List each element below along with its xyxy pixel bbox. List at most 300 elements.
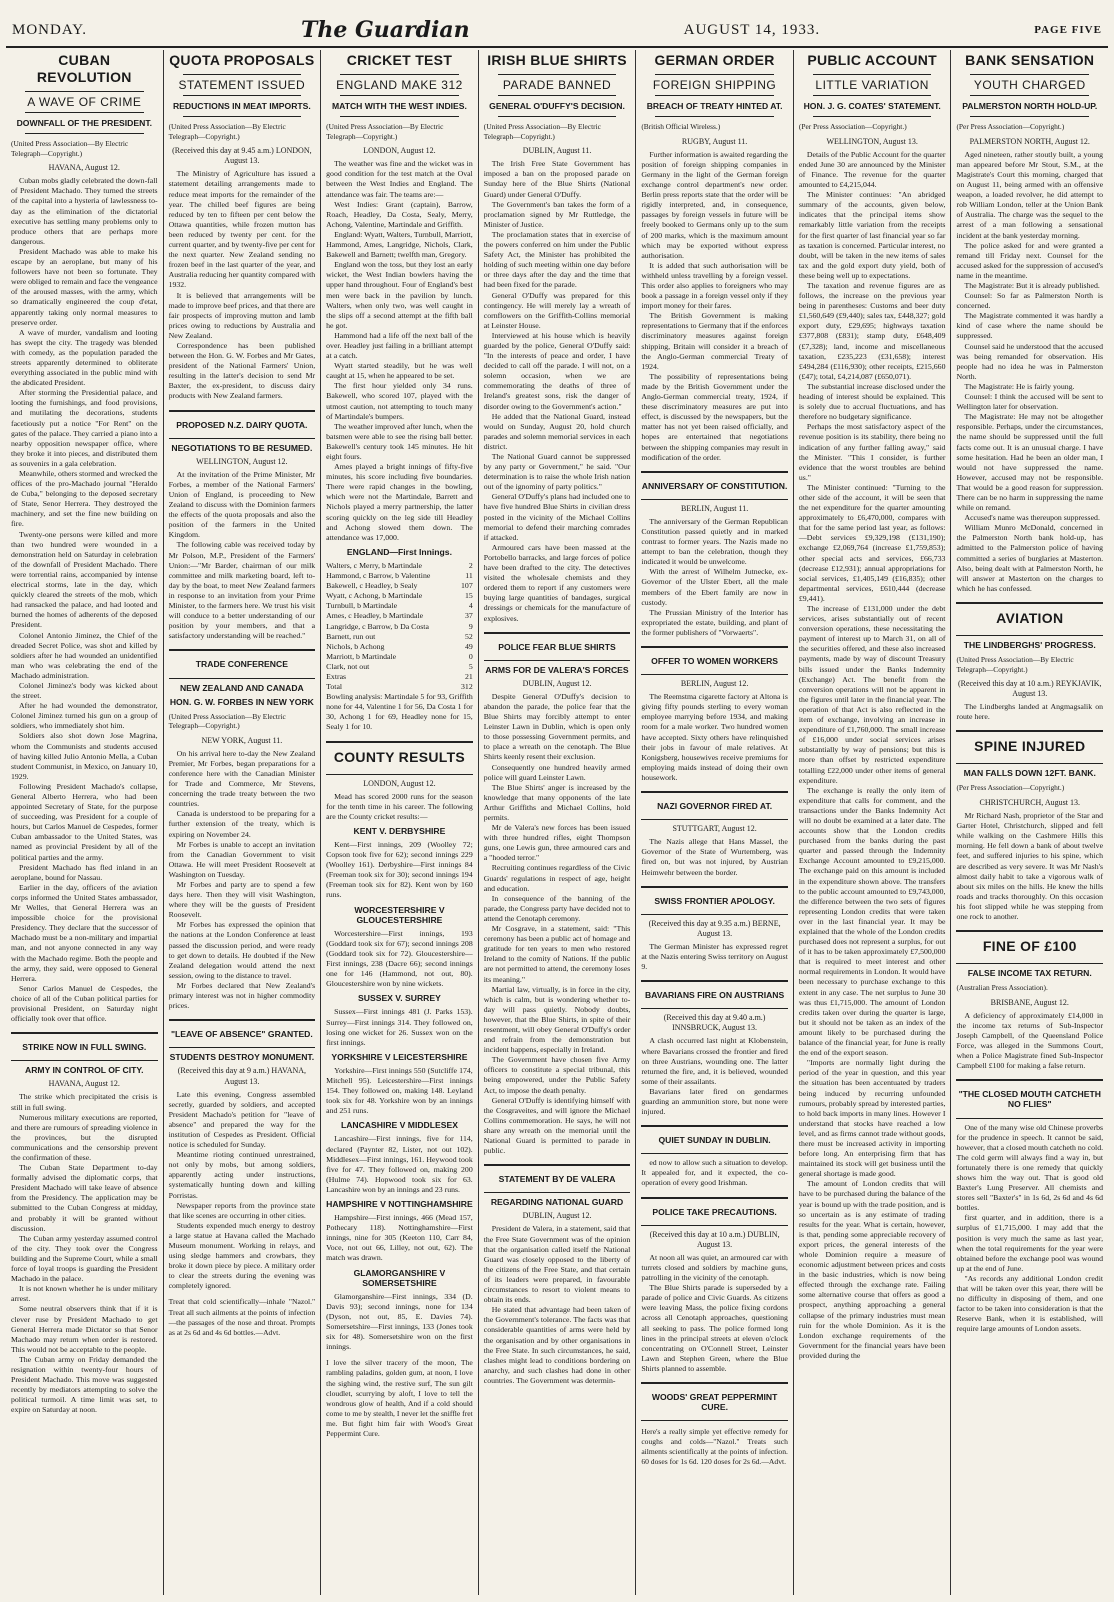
article-body [326, 159, 473, 543]
paragraph: President Machado has fled inland in an aeroplane, bound for Nassau. [11, 862, 158, 882]
paragraph: Colonel Antonio Jiminez, the Chief of the dreaded Secret Police, was shot and killed by soldiers after he had wounded an unidentified man who was celebrating the end of the Machado administration. [11, 630, 158, 680]
paragraph: The weather improved after lunch, when the batsmen were able to see the rising ball better. Bakewell's century took 145 minutes. He hit eight fours. [326, 421, 473, 461]
dateline: BERLIN, August 12. [680, 679, 749, 689]
newspaper-title: The Guardian [300, 17, 470, 43]
paragraph: A clash occurred last night at Klobenstein, where Bavarians crossed the frontier and fired on three Austrians, wounding one. The latter returned the fire, and, it is believed, wounded some of their assailants. [641, 1036, 788, 1086]
article-body [11, 1092, 158, 1415]
dateline: (Received this day at 9 a.m.) HAVANA, August 13. [177, 1066, 307, 1086]
rule-divider [970, 74, 1089, 75]
column-bank [950, 50, 1108, 1595]
paragraph: Hammond had a life off the next ball of the over. Headley just failing in a brilliant attempt at a catch. [326, 330, 473, 361]
column-german [635, 50, 793, 1595]
paragraph: It is believed that arrangements will be made to improve beef prices, and that there are fair prospects of improving mutton and lamb prices owing to reductions by Australia and New Zealand. [168, 290, 316, 340]
headline: IRISH BLUE SHIRTS [487, 52, 627, 68]
scorecard-row [326, 672, 473, 682]
paragraph: Accused's name was thereupon suppressed. [964, 513, 1100, 523]
paragraph: first quarter, and in addition, there is a surplus of £1,715,000. I may add that the position is very much the same as last year, when the total requirements for the year were obtained before the exchange pool was wound up at the end of June. [956, 1213, 1104, 1273]
article-body [641, 837, 788, 877]
section-headline: COUNTY RESULTS [333, 748, 466, 765]
section-head-box [169, 649, 316, 678]
dateline: DUBLIN, August 12. [522, 678, 592, 688]
match-title: WORCESTERSHIRE V GLOUCESTERSHIRE [354, 904, 445, 925]
match-title: HAMPSHIRE V NOTTINGHAMSHIRE [326, 1199, 473, 1209]
match-title: GLAMORGANSHIRE V SOMERSETSHIRE [353, 1267, 446, 1288]
article-body [641, 1036, 788, 1117]
paragraph: Numerous military executions are reported, and there are rumours of spreading violence in the provinces, but the disrupted communications and the censorship prevent the confirmation of these. [11, 1112, 158, 1162]
paragraph: General O'Duffy was prepared for this contingency. He will merely lay a wreath of cornflowers on the Griffith-Collins memorial at Leinster House. [483, 290, 631, 330]
paragraph: The Magistrate: He may not be altogether responsible. Perhaps, under the circumstances, the name should be suppressed until the full facts come out. It is an unusual charge. I have some hesitation. Had he been an older man, I would not have suppressed the name. However, accused may not be responsible. That would be a good reason for suppression. There can be no harm in suppressing the name while on remand. [956, 412, 1104, 513]
subhead: STATEMENT ISSUED [178, 78, 306, 92]
section-headline: POLICE FEAR BLUE SHIRTS [498, 641, 616, 652]
paragraph: With the arrest of Wilhelm Jutnecke, ex-Governor of the Ulster Ebert, all the male members of the Ebert family are now in custody. [641, 567, 788, 607]
paragraph: The increase of £131,000 under the debt services, arises substantially out of recent conversion operations, these necessitating the payment of interest up to March 31, on all of the securities offered, and these also increased payments, made by way of discount Treasury bills issued under the Banks Indemnity (Exchange) Act. The benefit from the conversion operations will not be apparent in the figures until later in the financial year. The operation of that Act is also reflected in the item of exchange, involving an increase in expenditure of £1,760,000. The small increase of £16,000 under social services arises substantially by way of pensions; but this is more than offset by restricted expenditure totalling £22,000 under other items of general expenditure. [798, 604, 946, 785]
article-body [956, 811, 1103, 922]
rule-divider [813, 74, 932, 75]
article-body [169, 470, 316, 642]
dateline: HAVANA, August 12. [48, 1079, 120, 1089]
match-result [326, 1292, 473, 1353]
scorecard-row [326, 591, 473, 601]
scorecard-row [326, 682, 473, 692]
dateline: BERLIN, August 11. [680, 503, 749, 513]
dateline: DUBLIN, August 11. [522, 146, 592, 156]
section-head-box [641, 1382, 788, 1421]
paragraph: It is not known whether he is under military arrest. [11, 1284, 158, 1304]
section-head-box [956, 602, 1103, 636]
paragraph: Kent—First innings, 209 (Woolley 72; Copson took five for 62); second innings 229 (Woolley 161). Derbyshire—First innings 84 (Freeman took six for 30); second innings 194 (Freeman took six for 82). Kent won by 160 runs. [326, 840, 473, 900]
match-result [326, 929, 473, 990]
match-result [326, 1066, 473, 1116]
section-head-box [956, 730, 1103, 764]
article-body [11, 176, 158, 1024]
paragraph: The substantial increase disclosed under the heading of interest should be explained. This is solely due to accrual fluctuations, and has therefore no budgetary significance. [798, 381, 946, 422]
dateline: LONDON, August 12. [363, 778, 436, 788]
column-cricket [320, 50, 478, 1595]
paragraph: West Indies: Grant (captain), Barrow, Roach, Headley, Da Costa, Sealy, Merry, Achong, Valentine, Martindale and Griffith. [326, 199, 473, 229]
paragraph: The Minister continues: "An abridged summary of the accounts, given below, indicates that the principal items show remarkably little variation from the receipts for the first quarter of last financial year so far as taxation is concerned. Particular interest, no doubt, will be taken in the new items of sales tax and the gold export duty yield, both of these being well up to expectations. [798, 190, 946, 280]
deck: GENERAL O'DUFFY'S DECISION. [489, 101, 625, 112]
dateline: (Received this day at 10 a.m.) DUBLIN, August 13. [649, 1229, 780, 1249]
dateline: WELLINGTON, August 13. [826, 136, 918, 146]
scorecard-row [326, 601, 473, 611]
runs: 49 [464, 641, 473, 651]
paragraph: ed now to allow such a situation to develop. It appealed for, and it expected, the co-operation of every good Irishman. [641, 1158, 788, 1188]
scorecard-row [326, 561, 473, 571]
paragraph: The proclamation states that in exercise of the powers conferred on him under the Public Safety Act, the Minister has prohibited the holding of such meeting within one day before or three days after the day and the time that had been fixed for the parade. [483, 229, 631, 290]
article-body [641, 692, 788, 783]
batsman: Turnbull, b Martindale [326, 601, 398, 611]
deck: PALMERSTON NORTH HOLD-UP. [962, 101, 1098, 112]
section-headline: OFFER TO WOMEN WORKERS [651, 656, 779, 666]
article-body [484, 692, 631, 1156]
section-headline: SWISS FRONTIER APOLOGY. [654, 895, 775, 906]
paragraph: Mr Richard Nash, proprietor of the Star and Garter Hotel, Christchurch, slipped and fell while walking on the Cashmere Hills this morning. He fell down a bank of about twelve feet, and suffered injuries to his spine, which are described as very severe. It was Mr Nash's almost daily habit to take a vigorous walk of about six miles on the hills. He knew the hills roads and tracks thoroughly. On this occasion his foot slipped while he was stepping from one rock to another. [956, 811, 1104, 921]
paragraph: Ames played a bright innings of fifty-five minutes, his score including five boundaries. There were rapid changes in the bowling, which were not the Martindale, Barrett and Nichols played a merry partnership, the latter scoring quickly on the leg side till Headley and Achong slowed them down. The attendance was 17,000. [326, 462, 473, 542]
paragraph: The Magistrate: He is fairly young. [964, 381, 1075, 391]
paragraph: The Minister continued: "Turning to the other side of the account, it will be seen that the net expenditure for the quarter amounting approximately to £6,470,000, compares with that for the same period last year, as follows:—Debt services £9,329,198 (£131,190); exchange £2,069,764 (increase £1,759,853); other special acts and services, £66,733 (decrease £12,931); annual appropriations for social services, £1,405,149 (£16,835); other departmental services, £610,444 (decrease £9,441). [798, 482, 946, 603]
credit-line: (United Press Association—By Electric Telegraph—Copyright.) [11, 139, 129, 158]
paragraph: Mr Forbes declared that New Zealand's primary interest was not in higher commodity prices. [168, 980, 316, 1011]
paragraph: The strike which precipitated the crisis is still in full swing. [11, 1092, 158, 1112]
subhead: LITTLE VARIATION [815, 78, 929, 92]
rule-divider [183, 74, 302, 75]
scorecard-row [326, 622, 473, 632]
scorecard-row [326, 611, 473, 621]
rule-divider [655, 95, 774, 96]
credit-line: (United Press Association—By Electric Telegraph—Copyright.) [483, 122, 601, 141]
section-head-box [169, 1019, 316, 1048]
deck: REDUCTIONS IN MEAT IMPORTS. [172, 101, 311, 112]
advertisement: Here's a really simple yet effective remedy for coughs and colds—"Nazol." Treats such ailments scientifically at the points of infection. 60 doses for 1s 6d. 120 doses for 2s 6d.—Advt. [641, 1427, 788, 1467]
credit-line: (Per Press Association—Copyright.) [956, 122, 1065, 132]
paragraph: He added that the National Guard, instead would on Sunday, August 20, hold church parades and solemn memorial services in each district. [483, 411, 631, 451]
paragraph: In consequence of the banning of the parade, the Congress party have decided not to attend the Cenotaph ceremony. [483, 893, 631, 923]
runs: 2 [468, 560, 473, 570]
article-body [641, 517, 788, 638]
dateline: STUTTGART, August 12. [672, 824, 757, 834]
paragraph: He stated that advantage had been taken of the Government's tolerance. The facts was that considerable quantities of arms were held by the organisation and by other organisations in the Free State. In such circumstances, he said, clashes might lead to conditions bordering on anarchy, and such clashes had done in other countries. The Government was determin- [483, 1305, 631, 1385]
paragraph: Despite General O'Duffy's decision to abandon the parade, the police fear that the Blue Shirts may forcibly attempt to enter Leinster Lawn in Dublin, which is open only to those possessing Government permits, and to place a wreath on the cenotaph. The Blue Shirts keenly resent their exclusion. [483, 691, 631, 762]
paragraph: Hampshire—First innings, 466 (Mead 157, Pothecary 118). Nottinghamshire—First innings, nine for 305 (Keeton 110, Carr 84, Voce, not out 66, Lilley, not out, 62). The match was drawn. [326, 1213, 473, 1263]
paragraph: Further information is awaited regarding the position of foreign shipping companies in Germany in the light of the German foreign exchange control department's new order. Berlin press reports state that the order will be rigidly interpreted, and, in consequence, passages by foreign vessels in future will be freely booked to Germans only up to the sum of 200 marks, which is the maximum amount which may be exported without express authorisation. [641, 149, 788, 260]
paragraph: The Cuban State Department to-day formally advised the diplomatic corps, that President Machado will take leave of absence from the Presidency. The application may be submitted to the Cuban Congress at midday, and probably it will be granted without discussion. [11, 1163, 158, 1233]
match-title: KENT V. DERBYSHIRE [353, 825, 446, 836]
runs: 0 [468, 651, 473, 661]
scorecard-row [326, 632, 473, 642]
scorecard-row [326, 652, 473, 662]
section-head-box [326, 741, 473, 775]
rule-divider [183, 116, 302, 117]
deck: DOWNFALL OF THE PRESIDENT. [16, 118, 152, 129]
headline: PUBLIC ACCOUNT [807, 52, 938, 68]
paragraph: After storming the Presidential palace, and looting the furnishings, and food provisions, and mutilating the decorations, students facetiously put a notice "For Rent" on the gates of the palace. They carried a piano into a nearby opposition newspaper office, where they broke it into pieces, and distributed them as souvenirs in a gala celebration. [11, 388, 158, 468]
paragraph: The Government have chosen five Army officers to constitute a special tribunal, this being empowered, under the Public Safety Act, to impose the death penalty. [483, 1055, 631, 1095]
paragraph: Newspaper reports from the province state that like scenes are occurring in other cities. [168, 1200, 316, 1220]
section-head-box [641, 1125, 788, 1154]
section-head-box [956, 930, 1103, 964]
section-subhead: REGARDING NATIONAL GUARD [490, 1197, 624, 1208]
rule-divider [25, 91, 144, 92]
paragraph: Earlier in the day, officers of the aviation corps informed the United States ambassador, Mr Welles, that General Herrera was an impossible choice for the provisional Presidency. They declare that the successor of Machado must be a non-military and impartial man, and not anyone connected in any way with the Machado regime. Both the people and the army, they said, were opposed to General Herrera. [11, 882, 158, 983]
scorecard [326, 561, 473, 692]
paragraph: Counsel: So far as Palmerston North is concerned. [956, 291, 1104, 311]
paragraph: Following President Machado's collapse, General Alberto Herrera, who had been appointed Secretary of State, for the purpose of succeeding, was President for a couple of hours, but Carlos Manuel de Cespedes, former Cuban ambassador to the United States, was named as provincial President by all of the political parties and the army. [11, 781, 158, 862]
section-head-box [11, 1032, 158, 1061]
paragraph: England won the toss, but they lost an early wicket, the West Indian bowlers having the upper hand throughout. Four of England's best men were back in the pavilion by lunch. Walters, when only two, was well caught in the slips off a second attempt at the fifth ball he got. [326, 260, 473, 330]
scorecard-title: ENGLAND—First Innings. [346, 546, 452, 557]
rule-divider [498, 95, 617, 96]
match-result [326, 840, 473, 901]
paragraph: The first hour yielded only 34 runs. Bakewell, who scored 107, played with the utmost caution, not attempting to touch many of Martindale's bumpers. [326, 381, 473, 421]
rule-divider [813, 95, 932, 96]
paragraph: Aged nineteen, rather stoutly built, a young man appeared before Mr Stout, S.M., at the Magistrate's Court this morning, charged that on August 11, being armed with an offensive weapon, a loaded revolver, he did attempt to rob William London, teller at the Union Bank of Australia. The charge was the sequel to the arrest of a man following a sensational incident at the bank yesterday morning. [956, 149, 1104, 240]
paragraph: The Cuban army on Friday demanded the resignation within twenty-four hours of President Machado. This move was suggested recently by mediators attempting to solve the political turmoil. A time limit was set, to expire on Saturday at noon. [11, 1354, 158, 1415]
runs: 9 [468, 621, 473, 631]
paragraph: The Irish Free State Government has imposed a ban on the proposed parade on Sunday here of the Blue Shirts (National Guard) under General O'Duffy. [483, 159, 631, 199]
section-head-box [641, 886, 788, 915]
paragraph: Soldiers also shot down Jose Magrina, whom the Communists and students accused of having killed Julio Antonio Mella, a Cuban student Communist, in Mexico, on January 10, 1929. [11, 731, 158, 781]
paragraph: England: Wyatt, Walters, Turnbull, Marriott, Hammond, Ames, Langridge, Nichols, Clark, Bakewell and Barnett; twelfth man, Gregory. [326, 229, 473, 260]
paragraph: The Reemstma cigarette factory at Altona is giving fifty pounds sterling to every woman employee marrying before 1934, and making room for a male worker. Two hundred women have accepted. Sixty others have relinquished their jobs in favour of male relatives. At Konigsberg, housewives receive premiums for employing maids instead of doing their own housework. [641, 692, 788, 782]
rule-divider [183, 95, 302, 96]
section-subhead: NEW ZEALAND AND CANADA [179, 682, 304, 693]
article-body [484, 159, 631, 623]
scorecard-row [326, 642, 473, 652]
runs: 15 [464, 591, 473, 601]
match-result [326, 1213, 473, 1263]
dateline: HAVANA, August 12. [48, 163, 120, 173]
paragraph: At the invitation of the Prime Minister, Mr Forbes, a member of the National Farmers' Union of England, is proceeding to New Zealand to discuss with the Dominion farmers the effects of the quota proposals and also the position of the farmers in the United Kingdom. [168, 469, 316, 540]
paragraph: The police asked for and were granted a remand till Friday next. Counsel for the accused asked for the suppression of accused's name in the meantime. [956, 240, 1104, 280]
page-number: PAGE FIVE [1034, 24, 1102, 36]
masthead-rule [6, 46, 1108, 48]
match-title: SUSSEX V. SURREY [358, 993, 441, 1004]
article-body [956, 1123, 1103, 1335]
paragraph: The Magistrate commented it was hardly a kind of case where the name should be suppressed. [956, 311, 1104, 341]
section-head-box [641, 980, 788, 1009]
credit-line: (United Press Association—By Electric Telegraph—Copyright.) [168, 711, 286, 731]
paragraph: Meantime rioting continued unrestrained, not only by mobs, but among soldiers, apparently acting under instructions, systematically hunting down and killing Porristas. [168, 1150, 316, 1200]
credit-line: (United Press Association—By Electric Telegraph—Copyright.) [168, 122, 286, 141]
paragraph: Mr Forbes is unable to accept an invitation from the Canadian Government to visit Ottawa. He will meet President Roosevelt at Washington on Tuesday. [168, 839, 316, 879]
paragraph: Mr Forbes has expressed the opinion that the nations at the London Conference at least passed the discussion period, and were ready to get down to details. He doubted if the New Zealand delegation would attend the next session, owing to the distance to travel. [168, 920, 316, 980]
paragraph: The Magistrate: But it is already published. [964, 281, 1100, 290]
subhead: PARADE BANNED [502, 78, 612, 92]
dateline: DUBLIN, August 12. [522, 1211, 592, 1221]
column-irish [478, 50, 636, 1595]
paragraph: The Nazis allege that Hans Massel, the Governor of the State of Wurtemberg, was fired on, but was not injured, by Austrian Heimwehr between the border. [641, 837, 788, 877]
deck: HON. J. G. COATES' STATEMENT. [803, 101, 941, 112]
section-headline: PROPOSED N.Z. DAIRY QUOTA. [176, 419, 308, 430]
paragraph: Meanwhile, others stormed and wrecked the offices of the pro-Machado journal "Heraldo de Cuba," belonging to the deposed secretary of State, Senor Herrera. They destroyed the machinery, and set the fine new building on fire. [11, 469, 158, 529]
paragraph: The anniversary of the German Republican Constitution passed quietly and in marked contrast to former years. The Nazis made no attempt to ban the celebration, though they indicated it would be unwelcome. [641, 516, 788, 567]
section-headline: BAVARIANS FIRE ON AUSTRIANS [644, 990, 785, 1001]
paragraph: A deficiency of approximately £14,000 in the income tax returns of Sub-Inspector Joseph Campbell, of the Queensland Police Force, was alleged in the Summons Court, when a Police Magistrate fined Sub-Inspector Campbell £100 for making a false return. [956, 1010, 1104, 1071]
scorecard-row [326, 581, 473, 591]
paragraph: Senor Carlos Manuel de Cespedes, the choice of all of the Cuban political parties for provisional President, on Saturday night officially took over that office. [11, 983, 158, 1024]
batsman: Extras [326, 671, 347, 681]
credit-line: (British Official Wireless.) [641, 122, 721, 132]
column-account [793, 50, 951, 1595]
paragraph: Consequently one hundred heavily armed police will guard Leinster Lawn. [483, 762, 631, 782]
paragraph: After he had wounded the demonstrator, Colonel Jiminez turned his gun on a group of soldiers, who immediately shot him. [11, 701, 158, 731]
masthead-day: MONDAY. [12, 21, 87, 38]
rule-divider [340, 116, 459, 117]
paragraph: The Government's ban takes the form of a proclamation signed by Mr Ruttledge, the Minister of Justice. [483, 199, 631, 229]
paragraph: The possibility of representations being made by the British Government under the Anglo-German commercial treaty, 1924, if these discriminatory measures are put into effect, is discussed by the newspapers, but the matter has not yet been raised officially, and hopes are entertained that negotiations between the shipping companies may result in modification of the order. [641, 371, 788, 462]
paragraph: Counsel: I think the accused will be sent to Wellington later for observation. [956, 392, 1104, 412]
article-body [169, 169, 316, 401]
paragraph: General O'Duffy is identifying himself with the Cosgraveites, and will ignore the Michael Collins commemoration. He says, he will not share any wreath on the memorial until the National Guard is permitted to parade in public. [483, 1095, 631, 1156]
paragraph: Late this evening, Congress assembled secretly, guarded by soldiers, and accepted President Machado's petition for "leave of absence" and prepared the way for the institution of Cespedes as President. Official notice is scheduled for Sunday. [168, 1089, 316, 1150]
credit-line: (United Press Association—By Electric Telegraph—Copyright.) [326, 122, 444, 141]
runs: 11 [465, 571, 473, 581]
credit-line: (Australian Press Association). [956, 983, 1048, 993]
paragraph: President de Valera, in a statement, said that the Free State Government was of the opinion that the organisation called itself the National Guard was closely opposed to the liberty of the citizens of the Free State, and that certain of its leaders were prepared, in favourable circumstances to resort to violent means to obtain its ends. [483, 1224, 631, 1305]
dateline: NEW YORK, August 11. [201, 735, 283, 745]
article-body [956, 150, 1103, 594]
section-headline: "LEAVE OF ABSENCE" GRANTED. [170, 1029, 313, 1040]
section-head-box [641, 791, 788, 820]
paragraph: Wyatt started steadily, but he was well caught at 15, when he appeared to be set. [326, 361, 473, 381]
section-head-box [956, 1079, 1103, 1118]
batsman: Langridge, c Barrow, b Da Costa [326, 621, 429, 631]
rule-divider [498, 74, 617, 75]
section-subhead: FALSE INCOME TAX RETURN. [967, 968, 1092, 979]
rule-divider [340, 74, 459, 75]
section-headline: TRADE CONFERENCE [195, 659, 288, 670]
paragraph: Worcestershire—First innings, 193 (Goddard took six for 67); second innings 208 (Goddard took six for 72). Gloucestershire—First innings, 238 (Dacre 66); second innings one for 146 (Hammond, not out, 80). Gloucestershire won by nine wickets. [326, 928, 473, 989]
runs: 4 [468, 601, 473, 611]
paragraph: William Munro McDonald, concerned in the Palmerston North bank hold-up, has admitted to the Palmerston police of having committed a series of burglaries at Masterton. Also, being dealt with at Palmerston North, he will answer at Masterton on the charges to which he has confessed. [956, 523, 1104, 593]
paragraph: The Blue Shirts parade is superseded by a parade of police and Civic Guards. As citizens were leaving Mass, the police fixing cordons across all Cenotaph approaches, questioning all seeking to pass. The police formed long lines in the principal streets at eleven o'clock concentrating on O'Connell Street, Leinster Lawn and Stephen Green, where the Blue Shirts planned to assemble. [641, 1283, 788, 1373]
paragraph: Some neutral observers think that if it is clever ruse by President Machado to get General Herrera made Dictator so that Senor Machado may return when order is restored. This would not be acceptable to the people. [11, 1304, 158, 1354]
runs: 52 [464, 631, 473, 641]
paragraph: Canada is understood to be preparing for a further extension of the treaty, which is expiring on November 24. [168, 809, 316, 839]
paragraph: Perhaps the most satisfactory aspect of the revenue position is its stability, there being no indication of any further falling away," said the Minister. "This I consider, is further evidence that the worst troubles are behind us." [798, 422, 946, 482]
rule-divider [813, 116, 932, 117]
paragraph: The Lindberghs landed at Angmagsalik on route here. [956, 702, 1104, 722]
paragraph: "Imports are normally light during the period of the year in question, and this year the situation has been accentuated by traders being induced by recurring unfounded rumours, probably spread by interested parties, to hold back imports in many lines. However I understand that stocks have reached a low level, and as firms cannot trade without goods, there must be increased activity in importing before long. An enterprising firm that has maintained its stock will get business until the general shortage is made good. [798, 1058, 946, 1179]
paragraph: The weather was fine and the wicket was in good condition for the test match at the Oval between the West Indies and England. The attendance was fair. The teams are:— [326, 159, 473, 199]
paragraph: "As records any additional London credit that will be taken over this year, there will be no difficulty in disposing of them, and one factor to be taken into consideration is that the Reserve Bank, when it is established, will require large amounts of London assets. [956, 1273, 1104, 1334]
paragraph: Yorkshire—First innings 550 (Sutcliffe 174, Mitchell 95). Leicestershire—First innings 154. They followed on, making 148. Leyland took six for 48. Yorkshire won by an innings and 251 runs. [326, 1065, 473, 1116]
paragraph: The amount of London credits that will have to be purchased during the balance of the year is bound up with the trade position, and is so uncertain as is any estimate of trading results for the year. What is certain, however, is that, pending some appreciable recovery of export prices, the general interests of the whole Dominion require a measure of economic adjustment between prices and costs in the basic industries, which is now being effected through the exchange rate. Failing some alternative course that offers as good a prospect, anything approaching a general collapse of the primary industries must mean ruin for the whole Dominion. As it is the London exchange requirements of the Government for the financial years have been provided during the [798, 1179, 946, 1360]
batsman: Total [326, 682, 343, 692]
poem-advert: I love the silver tracery of the moon, The rambling paladins, golden gum, at noon, I love the sighing wind, the restive surf, The sun gilt cloudlet, scurrying by aloft, I love to tell the wondrous glow of health, And if a cold should come to me by stealth, I never let the sniffle fret me. But fight him fair with Wood's Great Peppermint Cure. [326, 1358, 473, 1438]
batsman: Ames, c Headley, b Martindale [326, 611, 424, 621]
dateline: WELLINGTON, August 12. [196, 456, 288, 466]
scorecard-row [326, 662, 473, 672]
paragraph: President Machado was able to make his escape by an aeroplane, but many of his followers have not been so fortunate. They were obliged to remain and face the vengeance of the aroused masses, with the army, which so dramatically engineered the coup d'etat, apparently taking only normal measures to preserve order. [11, 246, 158, 327]
rule-divider [655, 116, 774, 117]
batsman: Bakewell, c Headley, b Sealy [326, 581, 418, 591]
paragraph: At noon all was quiet, an armoured car with turrets closed and soldiers by machine guns, patrolling in the vicinity of the cenotaph. [641, 1252, 788, 1283]
dateline: LONDON, August 12. [363, 146, 436, 156]
column-quota [163, 50, 321, 1595]
headline: BANK SENSATION [965, 52, 1095, 68]
masthead-date: AUGUST 14, 1933. [683, 21, 821, 38]
batsman: Walters, c Merry, b Martindale [326, 560, 423, 570]
rule-divider [970, 116, 1089, 117]
headline: QUOTA PROPOSALS [169, 52, 315, 68]
section-headline: NAZI GOVERNOR FIRED AT. [657, 801, 773, 812]
dateline: (Received this day at 9.45 a.m.) LONDON, August 13. [172, 146, 312, 166]
paragraph: Glamorganshire—First innings, 334 (D. Davis 93); second innings, none for 134 (Dyson, not out, 85, E. Davies 74). Somersetshire—First innings, 133 (Jones took six for 48). Somersetshire won on the first innings. [326, 1291, 473, 1352]
batsman: Marriott, b Martindale [326, 651, 397, 661]
section-head-box [641, 471, 788, 500]
paragraph: Lancashire—First innings, five for 114, declared (Paynter 82, Lister, not out 102). Middlesex—First innings, 161. Heywood took five for 47. They followed on, making 200 (Hulme 74). Hopwood took six for 63. Lancashire won by an innings and 23 runs. [326, 1134, 473, 1194]
section-head-box [641, 1197, 788, 1226]
subhead: FOREIGN SHIPPING [652, 78, 777, 92]
paragraph: The exchange is really the only item of expenditure that calls for comment, and the transactions under the Banks Indemnity Act will no doubt be examined at a later date. The accounts show that the London credits purchased from the banks during the past quarter and passed through the Indemnity Exchange Account amounted to £9,215,000. The exchange paid on this amount is included in the expenditure shown above. The transfers to the public account amounted to £9,743,000, the difference between the two sets of figures representing London credits that were taken over in the last financial year. It may be explained that the whole of the London credits purchased does not represent a surplus, for out of it has to be taken approximately £7,500,000 that is required to meet interest and other normal requirements in London. It would have been necessary to purchase exchange to this extent in any case. The net surplus to June 30 was thus £1,715,000. The amount of London credits taken over during the quarter is large, but it should not be taken as an index of the amount likely to be purchased during the balance of the financial year, for June is really the end of the export season. [798, 785, 946, 1058]
column-cuban [6, 50, 163, 1595]
headline: CRICKET TEST [346, 52, 453, 68]
deck: BREACH OF TREATY HINTED AT. [646, 101, 783, 112]
dateline: (Received this day at 9.35 a.m.) BERNE, August 13. [648, 918, 781, 938]
paragraph: A wave of murder, vandalism and looting has swept the city. The tragedy was blended with comedy, as the population paraded the streets apparently determined to obliterate everything associated in the public mind with the abdicated President. [11, 327, 158, 388]
runs: 37 [464, 611, 473, 621]
paragraph: One of the many wise old Chinese proverbs for the prudence in speech. It cannot be said, however, that a closed mouth catcheth no cold. The cold germ will always find a way in, but fortunately there is one remedy that quickly shows him the way out. That is good old Baxter's Lung Preserver. All chemists and stores sell "Baxter's" in 1s 6d, 2s 6d and 4s 6d bottles. [956, 1122, 1104, 1213]
runs: 107 [461, 581, 473, 591]
section-deck: HON. G. W. FORBES IN NEW YORK [169, 696, 314, 707]
credit-line: (Per Press Association—Copyright.) [956, 783, 1065, 793]
section-headline: "THE CLOSED MOUTH CATCHETH NO FLIES" [958, 1089, 1101, 1110]
runs: 312 [461, 682, 473, 692]
subhead: ENGLAND MAKE 312 [336, 78, 463, 92]
section-subhead: MAN FALLS DOWN 12FT. BANK. [963, 768, 1096, 779]
paragraph: The Ministry of Agriculture has issued a statement detailing arrangements made to reduce meat imports for the remainder of the year. The chilled beef figures are being reduced by ten to fifteen per cent below the Ottawa quantities, while frozen mutton has been reduced by twenty per cent. for the current quarter, and by twenty-five per cent for the next quarter. New Zealand sending no frozen beef in the last quarter of the year, and Australia reducing her quantity compared with 1932. [168, 169, 316, 290]
paragraph: The Prussian Ministry of the Interior has expropriated the estate, building, and plant of the former publishers of "Vorwaerts". [641, 607, 788, 637]
section-head-box [484, 632, 631, 661]
section-headline: STRIKE NOW IN FULL SWING. [22, 1042, 147, 1053]
paragraph: Mead has scored 2000 runs for the season for the tenth time in his career. The following are the County cricket results:— [326, 791, 473, 821]
match-title: LANCASHIRE V MIDDLESEX [340, 1120, 458, 1131]
article-body [169, 749, 316, 1011]
rule-divider [340, 95, 459, 96]
section-subhead: THE LINDBERGHS' PROGRESS. [963, 639, 1096, 650]
paragraph: Correspondence has been published between the Hon. G. W. Forbes and Mr Gates, president of the National Farmers' Union, resulting in the latter's decision to send Mr Baxter, the ex-president, to discuss dairy products with New Zealand farmers. [168, 340, 316, 401]
paragraph: Armoured cars have been massed at the Portobello barracks, and large forces of police have been drafted to the city. The detectives visited the wholesale chemists and they ordered them to report if any customers were buying large quantities of bandages, surgical dressings or chemicals for the manufacture of explosives. [483, 542, 631, 623]
paragraph: Details of the Public Account for the quarter ended June 30 are announced by the Minister of Finance. The revenue for the quarter amounted to £4,215,044. [798, 149, 946, 190]
article-body [641, 942, 788, 972]
article-body [326, 792, 473, 822]
section-head-box [169, 410, 316, 439]
paragraph: It is added that such authorisation will be withheld unless travelling by a foreign vessel. This order also applies to foreigners who may book a passage in a foreign vessel only if they import money for their fares. [641, 260, 788, 311]
paragraph: The taxation and revenue figures are as follows, the increase on the previous year being in parentheses: Customs and beer duty £1,560,649 (£9,440); sales tax, £448,327; gold export duty, £29,695; highways taxation £377,808 (£831); stamp duty, £648,409 (£7,328); land, income and miscellaneous taxation, £235,223 (£31,658); interest £494,284 (£116,930); other receipts, £215,660 (£47); total, £4,214,087 (£650,071). [798, 281, 946, 381]
section-subhead: STUDENTS DESTROY MONUMENT. [169, 1052, 315, 1063]
section-head-box [641, 646, 788, 675]
section-headline: WOODS' GREAT PEPPERMINT CURE. [651, 1391, 778, 1413]
rule-divider [498, 116, 617, 117]
dateline: BRISBANE, August 12. [990, 997, 1069, 1007]
paragraph: Interviewed at his house which is heavily guarded by the police, General O'Duffy said: "In the interests of peace and order, I have decided to call off the parade. I will not, on a solemn occasion, when we are commemorating the deaths of three of Ireland's greatest sons, risk the danger of disorder owing to the Government's action." [483, 330, 631, 411]
paragraph: The Blue Shirts' anger is increased by the knowledge that many opponents of the late Arthur Griffiths and Michael Collins, hold permits. [483, 782, 631, 822]
section-headline: FINE OF £100 [982, 938, 1077, 955]
credit-line: (United Press Association—By Electric Telegraph—Copyright.) [956, 655, 1074, 674]
paragraph: Bavarians later fired on gendarmes guarding an ammunition store, but none were injured. [641, 1086, 788, 1117]
article-body [956, 702, 1103, 722]
match-result [326, 1007, 473, 1047]
article-body [956, 1011, 1103, 1072]
newspaper-columns [6, 50, 1108, 1595]
paragraph: Cuban mobs gladly celebrated the down-fall of President Machado. They turned the streets of the capital into a hysteria of lawlessness to-day as the elimination of the dictatorial executive has settling many problems only to produce others that are perhaps more dangerous. [11, 176, 158, 246]
headline: GERMAN ORDER [654, 52, 775, 68]
section-subhead: NEGOTIATIONS TO BE RESUMED. [171, 442, 313, 453]
paragraph: Students expended much energy to destroy a large statue at Havana called the Machado Museum monument. Working in relays, and using sledge hammers and crowbars, they broke it down piece by piece. A military order to clear the streets during the evening was completely ignored. [168, 1220, 316, 1291]
scorecard-row [326, 571, 473, 581]
batsman: Wyatt, c Achong, b Martindale [326, 591, 423, 601]
paragraph: Sussex—First innings 481 (J. Parks 153). Surrey—First innings 314. They followed on, losing one wicket for 26. Sussex won on the first innings. [326, 1007, 473, 1047]
credit-line: (Per Press Association—Copyright.) [798, 122, 907, 132]
paragraph: Mr Cosgrave, in a statement, said: "This ceremony has been a public act of homage and gratitude for ten years to men who restored Ireland to the comity of Nations. If the public are not permitted to attend, the ceremony loses its meaning." [483, 924, 631, 984]
section-headline: POLICE TAKE PRECAUTIONS. [652, 1206, 777, 1217]
match-title: YORKSHIRE V LEICESTERSHIRE [331, 1051, 468, 1062]
advertisement: Treat that cold scientifically—inhale "Nazol." Treat all such ailments at the points of infection—the passages of the nose and throat. Prompts as at 2s 6d and 4s 6d bottles.—Advt. [168, 1297, 316, 1337]
paragraph: Counsel said he understood that the accused was being remanded for observation. His people had no idea he was in Palmerston North. [956, 341, 1104, 381]
paragraph: Recruiting continues regardless of the Civic Guards' regulations in respect of age, height and education. [483, 863, 631, 893]
article-body [641, 1158, 788, 1188]
section-head-box [484, 1164, 631, 1193]
paragraph: The German Minister has expressed regret at the Nazis entering Swiss territory on August 9. [641, 941, 788, 972]
section-headline: STATEMENT BY DE VALERA [498, 1174, 616, 1185]
section-headline: ANNIVERSARY OF CONSTITUTION. [641, 480, 788, 491]
batsman: Hammond, c Barrow, b Valentine [326, 571, 431, 581]
dateline: RUGBY, August 11. [681, 136, 748, 146]
masthead [12, 18, 1102, 42]
paragraph: The following cable was received today by Mr Polson, M.P., President of the Farmers' Union:—"Mr Barder, chairman of our milk committee and milk marketing board, left to-day by the boat, to meet New Zealand farmers in response to an invitation from your Prime Minister, to the farmers here. We trust his visit will conduce to a better understanding of our position by your members, and that a satisfactory understanding will be reached." [168, 540, 316, 641]
match-result [326, 1134, 473, 1195]
